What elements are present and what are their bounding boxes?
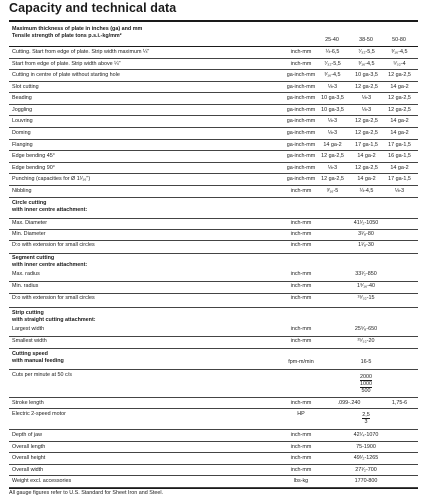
circle-row-unit: inch-mm (290, 241, 312, 248)
cuts-value-low: 500 (361, 387, 371, 394)
table-row (9, 174, 418, 186)
table-row-cuts-per-minute (9, 370, 418, 398)
cuts-value-mid: 1000 (360, 380, 372, 387)
table-row (9, 151, 418, 163)
row-value-col2: ³⁄₁₆-4,5 (358, 60, 375, 67)
row-value-col3: ³⁄₁₆-4,5 (391, 49, 408, 55)
speed-heading: Cutting speed (12, 350, 48, 357)
segment-row-value: 1⁹⁄₁₆-40 (357, 282, 375, 289)
row-value-col3: 17 ga-1,5 (388, 141, 411, 148)
row-label: Louvring (12, 118, 33, 125)
row-unit: ga-inch-mm (286, 176, 316, 183)
cuts-label: Cuts per minute at 50 c/s (12, 371, 72, 378)
row-label: Nibbling (12, 187, 32, 194)
speed-subheading: with manual feeding (12, 357, 64, 364)
row-label: Doming (12, 130, 31, 137)
row-label: Cutting. Start from edge of plate. Strip width maximum ¼" (12, 49, 150, 55)
row-unit: ga-inch-mm (286, 83, 316, 90)
dim-unit: inch-mm (290, 455, 312, 462)
row-value-col3: 12 ga-2,5 (388, 95, 411, 102)
row-value-col1: ⅛-3 (327, 118, 338, 125)
row-value-col3: 14 ga-2 (390, 83, 409, 90)
segment-row-unit: inch-mm (290, 270, 312, 277)
segment-heading: Segment cutting (12, 254, 55, 261)
strip-subheading: with straight cutting attachment: (12, 316, 96, 323)
header-line-2: Tensile strength of plate tons p.s.i.-kg/mm² (12, 32, 122, 39)
dim-unit: inch-mm (290, 432, 312, 439)
row-value-col1: 10 ga-3,5 (321, 95, 344, 102)
table-row (9, 93, 418, 105)
motor-values (314, 412, 418, 425)
table-row-cutting-speed (9, 349, 418, 370)
table-row (9, 105, 418, 117)
cuts-values (314, 374, 418, 394)
stroke-value-1: .099-.240 (337, 399, 361, 406)
strip-row-value: 25⁵⁄₈-650 (354, 325, 378, 332)
row-value-col1: ⅛-3 (327, 164, 338, 171)
row-value-col2: 14 ga-2 (357, 176, 376, 183)
stroke-unit: inch-mm (290, 399, 312, 406)
column-header-2: 38-50 (359, 37, 373, 43)
row-unit: inch-mm (290, 60, 312, 67)
dim-label: Overall width (12, 466, 44, 473)
circle-row-value: 3¹⁄₈-80 (358, 230, 374, 237)
row-value-col3: 14 ga-2 (390, 164, 409, 171)
table-row (9, 163, 418, 175)
dim-unit: inch-mm (290, 466, 312, 473)
stroke-label: Stroke length (12, 399, 44, 406)
row-value-col2: ⅛-3 (361, 106, 372, 113)
header-line-1: Maximum thickness of plate in inches (ga) and mm (12, 26, 143, 32)
segment-subheading: with inner centre attachment: (12, 261, 88, 268)
strip-row-value: ²⁵⁄₃₂-20 (357, 337, 375, 344)
table-header (9, 25, 418, 45)
row-label: Punching (capacities for Ø 1¹⁄₁₆") (12, 176, 91, 183)
table-row (9, 59, 418, 71)
table-row (9, 476, 418, 488)
segment-row-unit: inch-mm (290, 294, 312, 301)
circle-row-label: Max. Diameter (12, 219, 48, 226)
row-unit: ga-inch-mm (286, 153, 316, 160)
column-header-3: 50-80 (392, 37, 406, 43)
row-value-col2: 12 ga-2,5 (355, 164, 378, 171)
row-value-col3: 17 ga-1,5 (388, 176, 411, 183)
segment-row-unit: inch-mm (290, 282, 312, 289)
strip-row-label: Smallest width (12, 337, 47, 344)
row-value-col3: ⅛-3 (394, 187, 405, 194)
row-value-col1: ³⁄₁₆-5 (326, 187, 339, 194)
row-label: Cutting in centre of plate without starting hole (12, 72, 120, 79)
row-value-col2: 17 ga-1,5 (355, 141, 378, 148)
segment-row-value: ¹⁹⁄₃₂-15 (357, 294, 375, 301)
row-label: Beading (12, 95, 32, 102)
segment-row-label: D:o with extension for small circles (12, 294, 95, 301)
circle-row-unit: inch-mm (290, 230, 312, 237)
dim-value: 49¹⁄₂-1265 (353, 455, 379, 462)
row-unit: ga-inch-mm (286, 130, 316, 137)
row-unit: ga-inch-mm (286, 106, 316, 113)
row-value-col3: 14 ga-2 (390, 130, 409, 137)
dim-label: Depth of jaw (12, 432, 42, 439)
circle-subheading: with inner centre attachment: (12, 206, 88, 213)
row-value-col2: 14 ga-2 (357, 153, 376, 160)
row-value-col1: ⅛-3 (327, 130, 338, 137)
row-value-col3: ⁵⁄₃₂-4 (393, 60, 406, 67)
footnote: All gauge figures refer to U.S. Standard for Sheet Iron and Steel. (9, 490, 164, 496)
strip-heading: Strip cutting (12, 309, 44, 316)
table-row (9, 442, 418, 454)
row-value-col2: ⅛-3 (361, 95, 372, 102)
table-row (9, 430, 418, 442)
segment-row-value: 33¹⁄₂-850 (355, 270, 377, 277)
speed-value: 16-5 (360, 358, 372, 365)
title-rule (9, 20, 418, 22)
spec-table (9, 47, 418, 489)
segment-row-label: Min. radius (12, 282, 39, 289)
dim-label: Overall height (12, 455, 46, 462)
row-value-col2: ¼-4,5 (359, 187, 374, 194)
row-value-col1: ⅛-3 (327, 83, 338, 90)
table-row-stroke-length (9, 398, 418, 410)
motor-unit: HP (297, 411, 305, 418)
dim-label: Overall length (12, 443, 46, 450)
motor-label: Electric 2-speed motor (12, 411, 66, 418)
table-row (9, 47, 418, 59)
stroke-value-2: 1,75-6 (391, 399, 408, 406)
row-label: Edge bending 45° (12, 153, 55, 160)
table-row-segment-cutting (9, 254, 418, 308)
row-value-col1: ³⁄₁₆-4,5 (324, 72, 341, 79)
row-value-col2: ⁷⁄₃₂-5,5 (358, 49, 375, 55)
table-row (9, 116, 418, 128)
dim-value: 75-1900 (356, 443, 376, 450)
dim-value: 42¹⁄₄-1070 (353, 432, 379, 439)
row-value-col1: ¼-6,5 (325, 49, 340, 55)
row-value-col2: 12 ga-2,5 (355, 130, 378, 137)
table-row (9, 453, 418, 465)
row-unit: ga-inch-mm (286, 164, 316, 171)
table-row (9, 186, 418, 198)
row-value-col3: 14 ga-2 (390, 118, 409, 125)
dim-unit: lbs-kg (293, 478, 309, 485)
row-value-col1: 10 ga-3,5 (321, 106, 344, 113)
row-value-col3: 12 ga-2,5 (388, 106, 411, 113)
row-value-col1: 12 ga-2,5 (321, 153, 344, 160)
circle-row-label: Min. Diameter (12, 230, 46, 237)
row-value-col2: 12 ga-2,5 (355, 118, 378, 125)
row-label: Slot cutting (12, 83, 39, 90)
circle-row-unit: inch-mm (290, 219, 312, 226)
circle-heading: Circle cutting (12, 199, 47, 206)
row-value-col1: ⁷⁄₃₂-5,5 (324, 60, 341, 67)
motor-value-top: 2,5 (362, 412, 370, 419)
table-row (9, 128, 418, 140)
row-unit: ga-inch-mm (286, 72, 316, 79)
circle-row-value: 1¹⁄₈-30 (358, 241, 374, 248)
row-unit: ga-inch-mm (286, 141, 316, 148)
row-value-col2: 10 ga-3,5 (355, 72, 378, 79)
column-header-1: 25-40 (325, 37, 339, 43)
row-label: Start from edge of plate. Strip width above ¼" (12, 60, 121, 67)
row-value-col3: 12 ga-2,5 (388, 72, 411, 79)
row-value-col2: 12 ga-2,5 (355, 83, 378, 90)
row-unit: inch-mm (290, 187, 312, 194)
strip-row-unit: inch-mm (290, 325, 312, 332)
table-row (9, 465, 418, 477)
cuts-value-high: 2000 (360, 373, 372, 380)
row-value-col1: 12 ga-2,5 (321, 176, 344, 183)
row-label: Joggling (12, 106, 33, 113)
circle-row-label: D:o with extension for small circles (12, 241, 95, 248)
motor-value-bottom: 3 (362, 418, 370, 425)
row-unit: inch-mm (290, 49, 312, 55)
circle-row-value: 41¹⁄₂-1050 (353, 219, 379, 226)
row-unit: ga-inch-mm (286, 118, 316, 125)
dim-value: 1770-800 (354, 478, 378, 485)
strip-row-unit: inch-mm (290, 337, 312, 344)
dim-label: Weight excl. accessories (12, 478, 72, 485)
table-row-circle-cutting (9, 198, 418, 254)
speed-unit: fpm-m/min (288, 358, 314, 365)
strip-row-label: Largest width (12, 325, 45, 332)
row-unit: ga-inch-mm (286, 95, 316, 102)
row-value-col1: 14 ga-2 (323, 141, 342, 148)
row-value-col3: 16 ga-1,5 (388, 153, 411, 160)
table-row (9, 140, 418, 152)
segment-row-label: Max. radius (12, 270, 40, 277)
row-label: Edge bending 90° (12, 164, 55, 171)
page-title: Capacity and technical data (9, 1, 177, 15)
table-row-motor (9, 409, 418, 430)
dim-unit: inch-mm (290, 443, 312, 450)
row-label: Flanging (12, 141, 33, 148)
table-row (9, 70, 418, 82)
dim-value: 27¹⁄₂-700 (355, 466, 377, 473)
table-row-strip-cutting (9, 308, 418, 349)
table-row (9, 82, 418, 94)
